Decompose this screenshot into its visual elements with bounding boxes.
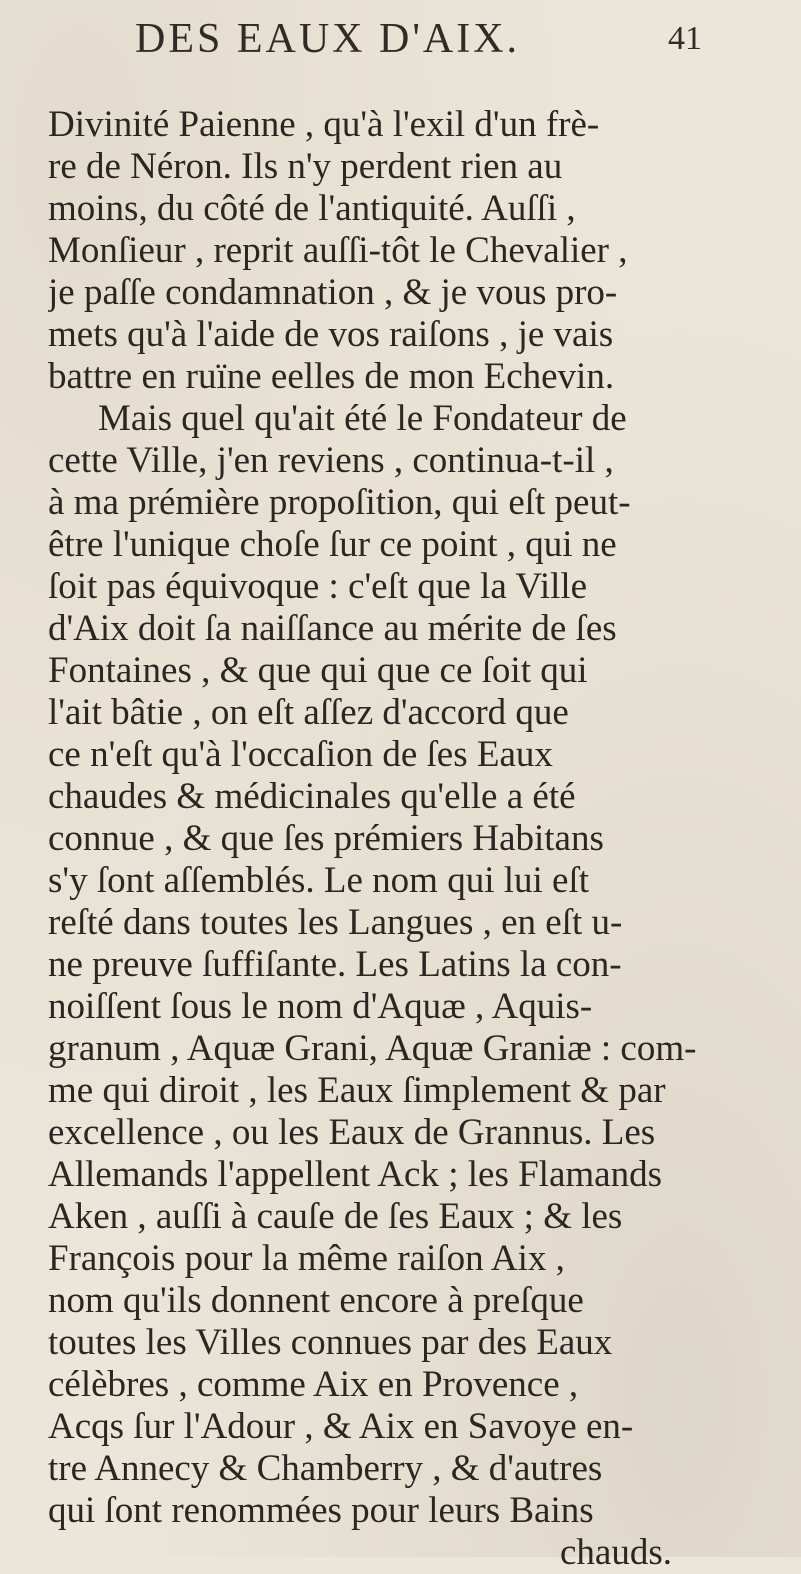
page-header bbox=[0, 14, 801, 64]
text-line: connue , & que ſes prémiers Habitans bbox=[48, 818, 604, 859]
text-line: Divinité Paienne , qu'à l'exil d'un frè- bbox=[48, 104, 600, 145]
text-line: me qui diroit , les Eaux ſimplement & par bbox=[48, 1070, 666, 1111]
text-line: qui ſont renommées pour leurs Bains bbox=[48, 1490, 594, 1531]
page-number: 41 bbox=[668, 20, 702, 57]
text-line: célèbres , comme Aix en Provence , bbox=[48, 1364, 579, 1405]
text-line: chaudes & médicinales qu'elle a été bbox=[48, 776, 576, 817]
text-line: d'Aix doit ſa naiſſance au mérite de ſes bbox=[48, 608, 617, 649]
text-line: cette Ville, j'en reviens , continua-t-il , bbox=[48, 440, 614, 481]
text-line: Aken , auſſi à cauſe de ſes Eaux ; & les bbox=[48, 1196, 623, 1237]
text-line: s'y ſont aſſemblés. Le nom qui lui eſt bbox=[48, 860, 590, 901]
text-line: ne preuve ſuffiſante. Les Latins la con- bbox=[48, 944, 622, 985]
text-line: l'ait bâtie , on eſt aſſez d'accord que bbox=[48, 692, 569, 733]
text-line: reſté dans toutes les Langues , en eſt u- bbox=[48, 902, 623, 943]
text-line: être l'unique choſe ſur ce point , qui ne bbox=[48, 524, 617, 565]
text-line: ſoit pas équivoque : c'eſt que la Ville bbox=[48, 566, 588, 607]
text-line: tre Annecy & Chamberry , & d'autres bbox=[48, 1448, 603, 1489]
text-line: mets qu'à l'aide de vos raiſons , je vais bbox=[48, 314, 614, 355]
text-line: toutes les Villes connues par des Eaux bbox=[48, 1322, 613, 1363]
text-line: Acqs ſur l'Adour , & Aix en Savoye en- bbox=[48, 1406, 634, 1447]
text-line: granum , Aquæ Grani, Aquæ Graniæ : com- bbox=[48, 1028, 697, 1069]
text-line: Monſieur , reprit auſſi-tôt le Chevalier , bbox=[48, 230, 628, 271]
text-line: chauds. bbox=[560, 1532, 672, 1573]
text-line: re de Néron. Ils n'y perdent rien au bbox=[48, 146, 563, 187]
text-line: ce n'eſt qu'à l'occaſion de ſes Eaux bbox=[48, 734, 553, 775]
text-line: battre en ruïne eelles de mon Echevin. bbox=[48, 356, 615, 397]
text-line: Allemands l'appellent Ack ; les Flamands bbox=[48, 1154, 662, 1195]
text-line: je paſſe condamnation , & je vous pro- bbox=[48, 272, 618, 313]
text-line: Fontaines , & que qui que ce ſoit qui bbox=[48, 650, 588, 691]
running-title: DES EAUX D'AIX. bbox=[135, 16, 521, 62]
text-line: excellence , ou les Eaux de Grannus. Les bbox=[48, 1112, 656, 1153]
text-line: noiſſent ſous le nom d'Aquæ , Aquis- bbox=[48, 986, 593, 1027]
text-line: moins, du côté de l'antiquité. Auſſi , bbox=[48, 188, 576, 229]
text-line: nom qu'ils donnent encore à preſque bbox=[48, 1280, 584, 1321]
text-line: Mais quel qu'ait été le Fondateur de bbox=[98, 398, 627, 439]
text-line: à ma prémière propoſition, qui eſt peut- bbox=[48, 482, 631, 523]
text-line: François pour la même raiſon Aix , bbox=[48, 1238, 565, 1279]
